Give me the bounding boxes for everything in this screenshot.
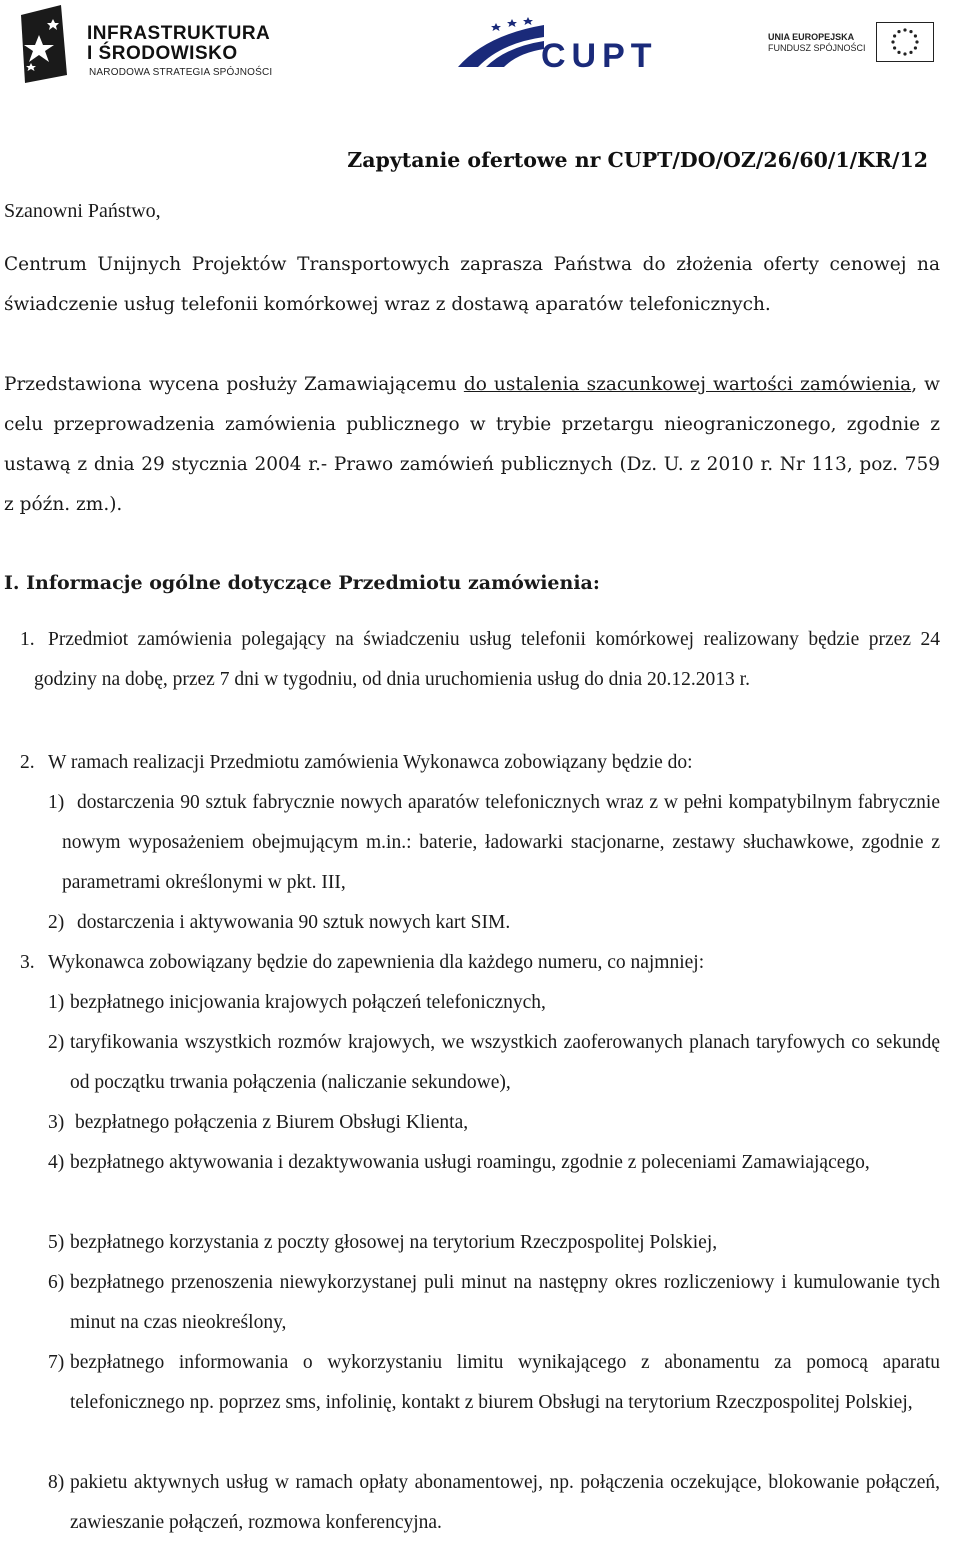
list-item-number: 3.: [20, 952, 35, 973]
list-item: Przedmiot zamówienia polegający na świadczeniu usług telefonii komórkowej realizowany będzie przez 24 godziny na dobę, przez 7 dni w tygodniu, od dnia uruchomienia usług do dnia 20.12.2013 r.: [34, 629, 940, 690]
sub-item-number: 3): [48, 1112, 65, 1133]
sub-list-item: bezpłatnego aktywowania i dezaktywowania usługi roamingu, zgodnie z poleceniami Zamawiającego,: [70, 1152, 870, 1173]
sub-item-number: 2): [48, 912, 65, 933]
eu-cohesion-fund-logo: [766, 22, 946, 72]
sub-list-item: bezpłatnego połączenia z Biurem Obsługi Klienta,: [75, 1112, 469, 1133]
logo-text-line1: INFRASTRUKTURA: [87, 23, 271, 44]
eu-flag-icon: [876, 22, 934, 62]
sub-list-item: bezpłatnego informowania o wykorzystaniu limitu wynikającego z abonamentu za pomocą aparatu telefonicznego np. poprzez sms, infolinię, kontakt z biurem Obsługi na terytorium Rzeczpospolitej Polskiej,: [70, 1352, 940, 1413]
document-title: Zapytanie ofertowe nr CUPT/DO/OZ/26/60/1/KR/12: [347, 148, 928, 172]
document-header: [0, 0, 960, 90]
section-heading: I. Informacje ogólne dotyczące Przedmiotu zamówienia:: [4, 572, 600, 594]
sub-list-item: pakietu aktywnych usług w ramach opłaty abonamentowej, np. połączenia oczekujące, blokowanie połączeń, zawieszanie połączeń, rozmowa konferencyjna.: [70, 1472, 940, 1533]
logo-text-line3: NARODOWA STRATEGIA SPÓJNOŚCI: [89, 67, 273, 78]
sub-list-item: dostarczenia 90 sztuk fabrycznie nowych aparatów telefonicznych wraz z w pełni kompatybilnym fabrycznie nowym wyposażeniem obejmującym m.in.: baterie, ładowarki stacjonarne, zestawy słuchawkowe, zgodnie z parametrami określonymi w pkt. III,: [62, 792, 940, 893]
sub-list-item: bezpłatnego przenoszenia niewykorzystanej puli minut na następny okres rozliczeniowy i kumulowanie tych minut na czas nieokreślony,: [70, 1272, 940, 1333]
purpose-paragraph: [4, 365, 940, 525]
sub-item-number: 1): [48, 992, 65, 1013]
intro-paragraph: Centrum Unijnych Projektów Transportowych zaprasza Państwa do złożenia oferty cenowej na świadczenie usług telefonii komórkowej wraz z dostawą aparatów telefonicznych.: [4, 254, 940, 315]
purpose-underlined-text: do ustalenia szacunkowej wartości zamówienia: [463, 374, 912, 395]
star-emblem-icon: [17, 5, 71, 83]
cupt-logo: [456, 15, 658, 75]
salutation: Szanowni Państwo,: [4, 200, 161, 222]
list-item: Wykonawca zobowiązany będzie do zapewnienia dla każdego numeru, co najmniej:: [48, 952, 705, 973]
purpose-text-before: Przedstawiona wycena posłuży Zamawiającemu: [4, 374, 464, 395]
sub-item-number: 7): [48, 1352, 65, 1373]
sub-list-item: taryfikowania wszystkich rozmów krajowych, we wszystkich zaoferowanych planach taryfowych co sekundę od początku trwania połączenia (naliczanie sekundowe),: [70, 1032, 940, 1093]
sub-item-number: 6): [48, 1272, 65, 1293]
sub-list-item: bezpłatnego inicjowania krajowych połączeń telefonicznych,: [70, 992, 546, 1013]
list-item-number: 1.: [20, 629, 35, 650]
sub-item-number: 5): [48, 1232, 65, 1253]
cupt-logo-text: CUPT: [541, 37, 658, 75]
logo-text-line2: I ŚRODOWISKO: [87, 43, 238, 64]
sub-item-number: 1): [48, 792, 65, 813]
sub-item-number: 8): [48, 1472, 65, 1493]
road-swoosh-icon: [456, 15, 546, 75]
eu-text-line1: UNIA EUROPEJSKA: [768, 32, 855, 42]
infrastruktura-srodowisko-logo: [17, 5, 277, 83]
sub-list-item: dostarczenia i aktywowania 90 sztuk nowych kart SIM.: [77, 912, 511, 933]
list-item: W ramach realizacji Przedmiotu zamówienia Wykonawca zobowiązany będzie do:: [48, 752, 693, 773]
list-item-number: 2.: [20, 752, 35, 773]
eu-text-line2: FUNDUSZ SPÓJNOŚCI: [768, 43, 866, 53]
sub-item-number: 2): [48, 1032, 65, 1053]
sub-list-item: bezpłatnego korzystania z poczty głosowej na terytorium Rzeczpospolitej Polskiej,: [70, 1232, 718, 1253]
sub-item-number: 4): [48, 1152, 65, 1173]
purpose-text-after: , w celu przeprowadzenia zamówienia publicznego w trybie przetargu nieograniczonego, zgodnie z ustawą z dnia 29 stycznia 2004 r.- Prawo zamówień publicznych (Dz. U. z 2010 r. Nr 113, poz. 759 z późn. zm.).: [4, 374, 940, 515]
